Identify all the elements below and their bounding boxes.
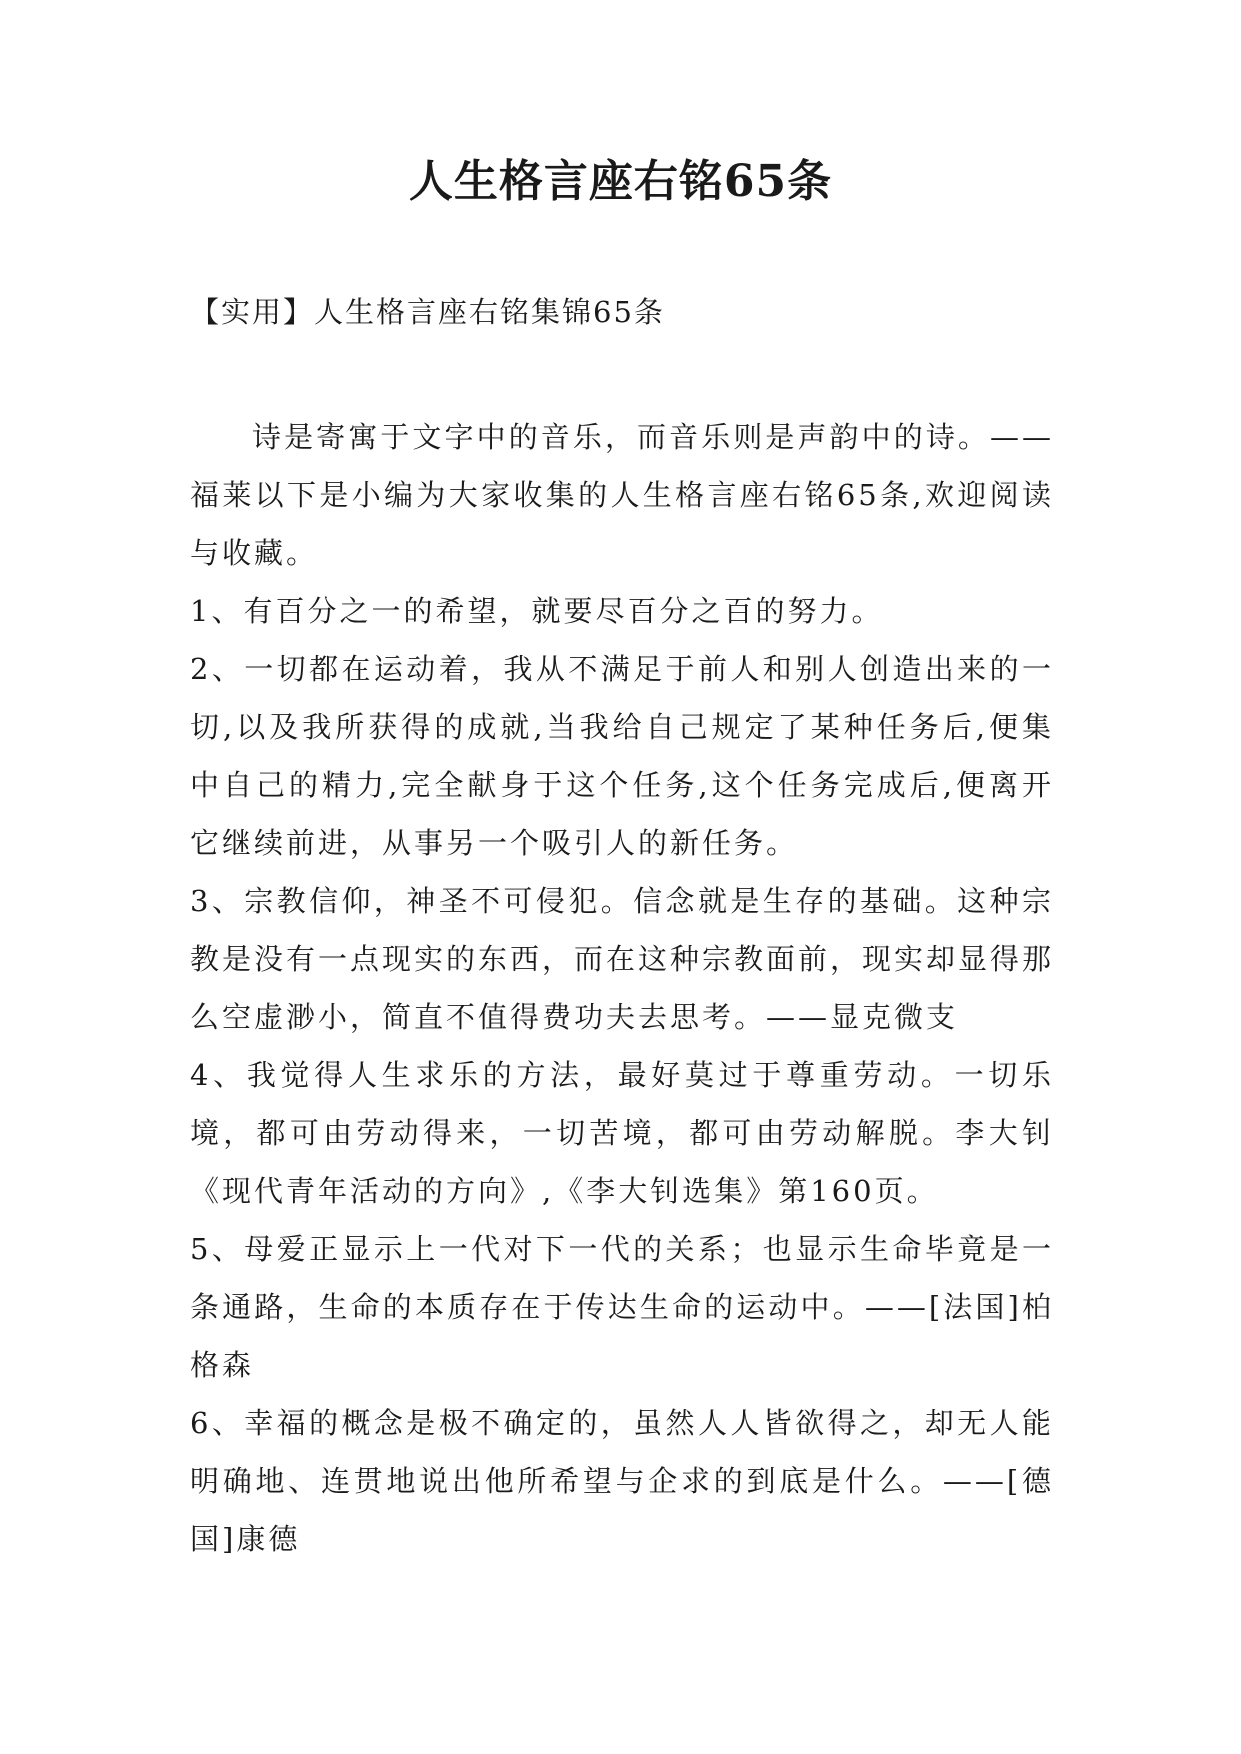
- intro-paragraph: 诗是寄寓于文字中的音乐，而音乐则是声韵中的诗。——福莱以下是小编为大家收集的人生格言座右铭65条,欢迎阅读与收藏。: [190, 420, 1054, 570]
- document-title: 人生格言座右铭65条: [408, 156, 833, 207]
- list-item: 4、我觉得人生求乐的方法，最好莫过于尊重劳动。一切乐境，都可由劳动得来，一切苦境，都可由劳动解脱。李大钊《现代青年活动的方向》,《李大钊选集》第160页。: [190, 1058, 1054, 1208]
- document-subtitle: 【实用】人生格言座右铭集锦65条: [190, 295, 665, 329]
- list-item: 6、幸福的概念是极不确定的，虽然人人皆欲得之，却无人能明确地、连贯地说出他所希望与企求的到底是什么。——[德国]康德: [190, 1406, 1054, 1556]
- document-body: [190, 408, 1054, 1568]
- list-item: 1、有百分之一的希望，就要尽百分之百的努力。: [190, 594, 884, 628]
- list-item: 3、宗教信仰，神圣不可侵犯。信念就是生存的基础。这种宗教是没有一点现实的东西，而在这种宗教面前，现实却显得那么空虚渺小，简直不值得费功夫去思考。——显克微支: [190, 884, 1055, 1034]
- list-item: 5、母爱正显示上一代对下一代的关系；也显示生命毕竟是一条通路，生命的本质存在于传达生命的运动中。——[法国]柏格森: [190, 1232, 1054, 1382]
- list-item: 2、一切都在运动着，我从不满足于前人和别人创造出来的一切,以及我所获得的成就,当我给自己规定了某种任务后,便集中自己的精力,完全献身于这个任务,这个任务完成后,便离开它继续前进，从事另一个吸引人的新任务。: [190, 652, 1054, 860]
